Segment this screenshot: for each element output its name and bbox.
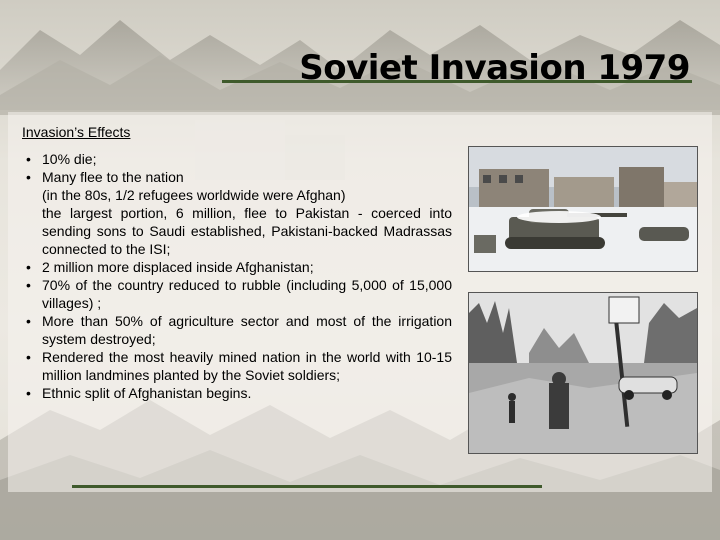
list-item: • 70% of the country reduced to rubble (including 5,000 of 15,000 villages) ; [22, 276, 452, 312]
list-item: • 10% die; [22, 150, 452, 168]
list-item: • More than 50% of agriculture sector and most of the irrigation system destroyed; [22, 312, 452, 348]
list-item-continuation: (in the 80s, 1/2 refugees worldwide were Afghan) [42, 187, 346, 203]
list-item: • Rendered the most heavily mined nation in the world with 10-15 million landmines planted by the Soviet soldiers; [22, 348, 452, 384]
bottom-divider [72, 485, 542, 488]
tank-photo-drawing [469, 147, 697, 271]
list-item: • 2 million more displaced inside Afghanistan; [22, 258, 452, 276]
list-item: • Many flee to the nation [22, 168, 452, 186]
effects-list [22, 150, 452, 402]
section-subtitle: Invasion’s Effects [22, 124, 131, 140]
list-item: • Ethnic split of Afghanistan begins. [22, 384, 452, 402]
ruined-street-photo [468, 292, 698, 454]
slide-title: Soviet Invasion 1979 [299, 48, 690, 88]
ruins-photo-drawing [469, 293, 697, 453]
list-item-continuation: the largest portion, 6 million, flee to Pakistan - coerced into sending sons to Saudi established, Pakistani-backed Madrassas connected to the ISI; [42, 205, 452, 257]
tank-in-snow-photo [468, 146, 698, 272]
